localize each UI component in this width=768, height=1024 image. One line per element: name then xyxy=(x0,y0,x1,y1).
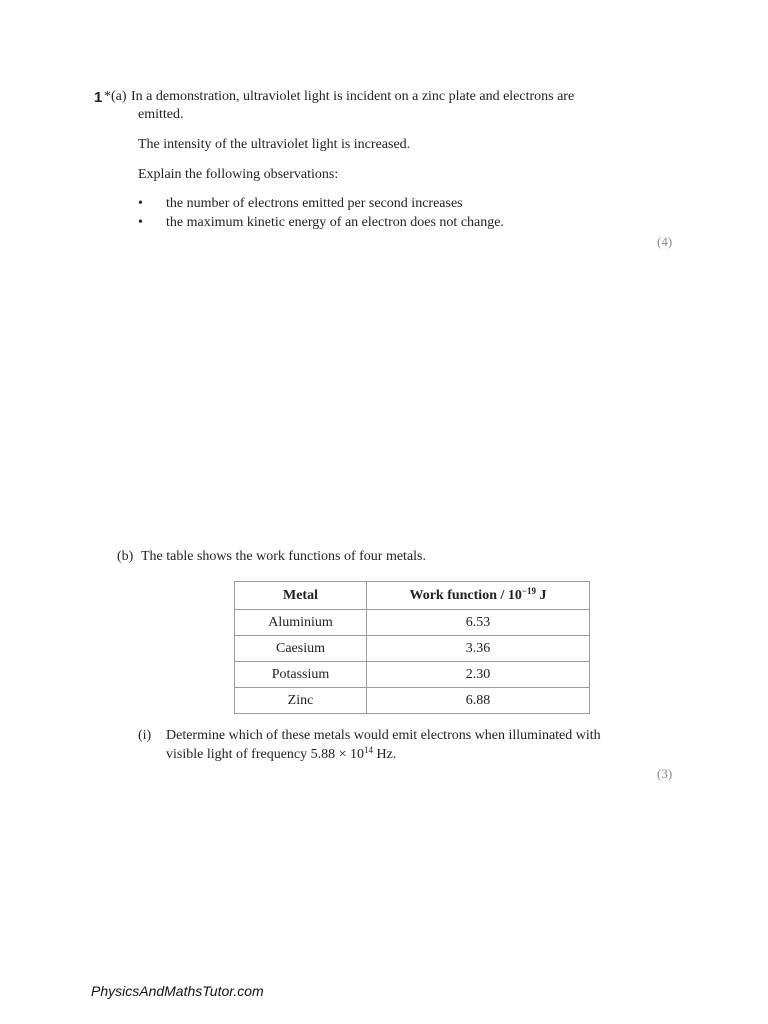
part-a-marks: (4) xyxy=(657,234,673,249)
metal-cell: Aluminium xyxy=(235,610,367,636)
table-row xyxy=(235,688,590,714)
part-a-line-2: emitted. xyxy=(138,107,184,122)
part-a-line-1: In a demonstration, ultraviolet light is incident on a zinc plate and electrons are xyxy=(131,89,575,104)
sub-i-line-1: Determine which of these metals would emit electrons when illuminated with xyxy=(166,728,601,743)
table-row xyxy=(235,662,590,688)
header-wf-prefix: Work function / 10 xyxy=(409,587,522,603)
sub-i-marks: (3) xyxy=(657,766,673,781)
question-number: 1 xyxy=(94,89,103,106)
part-a-prompt: Explain the following observations: xyxy=(138,167,339,182)
part-b-label: (b) xyxy=(117,549,134,564)
sub-i-line-2-prefix: visible light of frequency 5.88 × 10 xyxy=(166,747,365,762)
metal-cell: Caesium xyxy=(235,636,367,662)
table-header-row xyxy=(235,582,590,610)
sub-i-label: (i) xyxy=(138,728,152,743)
value-cell: 6.53 xyxy=(367,610,590,636)
header-wf-exponent: −19 xyxy=(521,585,537,596)
work-function-table xyxy=(234,581,590,714)
table-row xyxy=(235,636,590,662)
part-b-intro: The table shows the work functions of four metals. xyxy=(141,549,426,564)
header-work-function xyxy=(367,582,590,610)
sub-i-line-2 xyxy=(166,747,396,763)
bullet-2-text: the maximum kinetic energy of an electron does not change. xyxy=(166,215,504,230)
value-cell: 6.88 xyxy=(367,688,590,714)
bullet-dot: • xyxy=(138,196,143,211)
metal-cell: Potassium xyxy=(235,662,367,688)
part-a-statement: The intensity of the ultraviolet light is increased. xyxy=(138,137,411,152)
metal-cell: Zinc xyxy=(235,688,367,714)
footer-site-name: PhysicsAndMathsTutor.com xyxy=(91,983,264,999)
bullet-dot: • xyxy=(138,215,143,230)
header-metal: Metal xyxy=(235,582,367,610)
header-wf-unit: J xyxy=(536,587,547,603)
sub-i-line-2-suffix: Hz. xyxy=(373,747,397,762)
part-a-label: *(a) xyxy=(104,89,127,104)
bullet-1-text: the number of electrons emitted per second increases xyxy=(166,196,463,211)
table-row xyxy=(235,610,590,636)
value-cell: 3.36 xyxy=(367,636,590,662)
sub-i-exponent: 14 xyxy=(364,745,374,755)
value-cell: 2.30 xyxy=(367,662,590,688)
